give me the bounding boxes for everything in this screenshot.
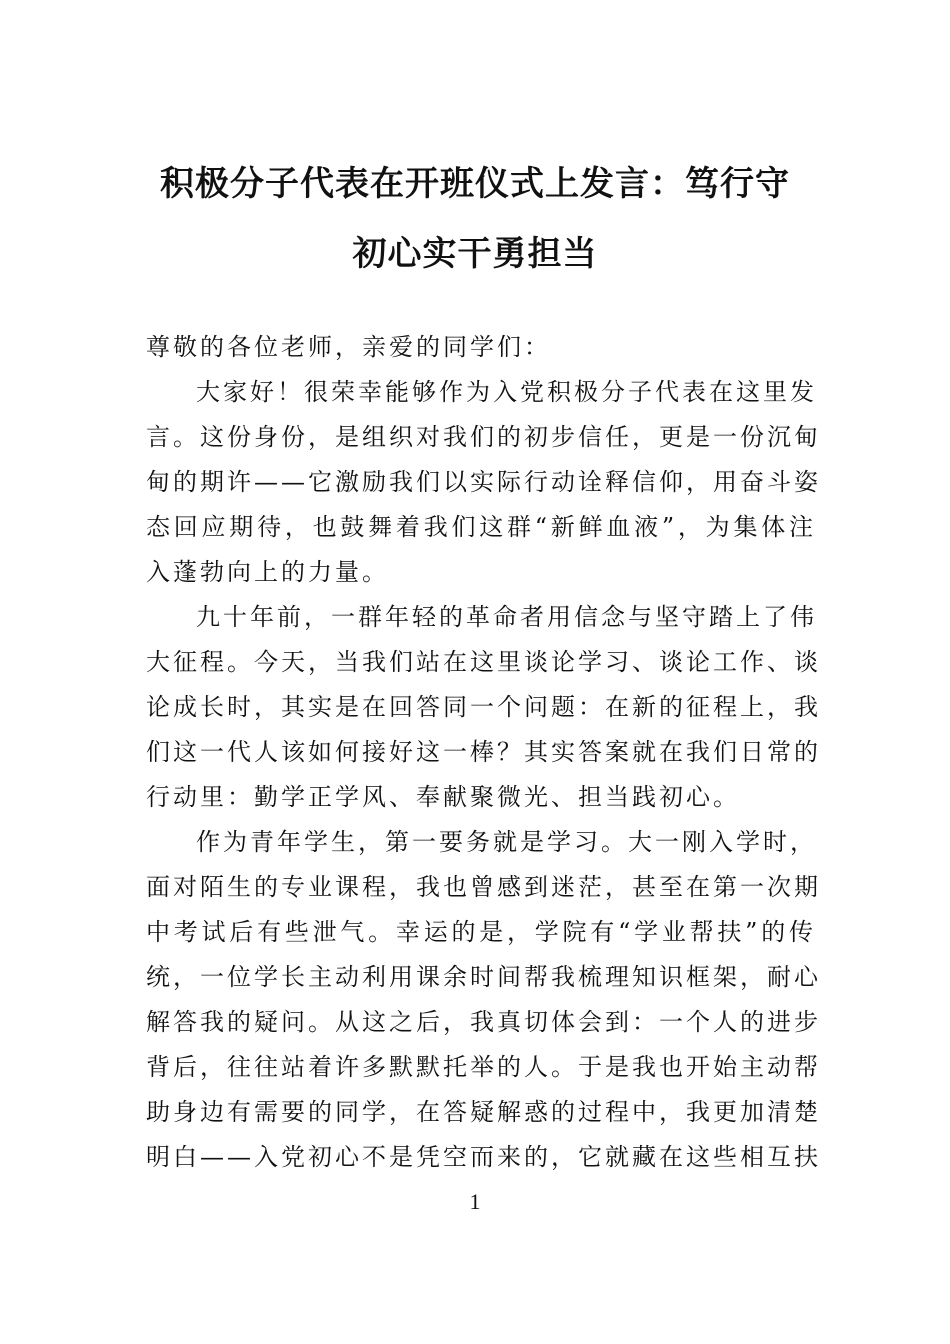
page-number: 1 — [469, 1189, 481, 1214]
paragraph-line: 背后，往往站着许多默默托举的人。于是我也开始主动帮 — [146, 1053, 821, 1081]
paragraph-line: 中考试后有些泄气。幸运的是，学院有“学业帮扶”的传 — [146, 918, 816, 946]
paragraph-2 — [146, 595, 821, 820]
paragraph-line: 明白——入党初心不是凭空而来的，它就藏在这些相互扶 — [146, 1143, 821, 1171]
paragraph-line: 助身边有需要的同学，在答疑解惑的过程中，我更加清楚 — [146, 1098, 821, 1126]
paragraph-line: 甸的期许——它激励我们以实际行动诠释信仰，用奋斗姿 — [146, 468, 821, 496]
paragraph-line: 行动里：勤学正学风、奉献聚微光、担当践初心。 — [146, 783, 740, 811]
document-body — [146, 325, 821, 1180]
paragraph-line: 态回应期待，也鼓舞着我们这群“新鲜血液”，为集体注 — [146, 513, 816, 541]
paragraph-line: 面对陌生的专业课程，我也曾感到迷茫，甚至在第一次期 — [146, 873, 821, 901]
paragraph-line: 作为青年学生，第一要务就是学习。大一刚入学时， — [196, 828, 817, 856]
paragraph-3 — [146, 820, 821, 1180]
paragraph-1 — [146, 370, 821, 595]
paragraph-line: 大征程。今天，当我们站在这里谈论学习、谈论工作、谈 — [146, 648, 821, 676]
paragraph-line: 论成长时，其实是在回答同一个问题：在新的征程上，我 — [146, 693, 821, 721]
paragraph-line: 解答我的疑问。从这之后，我真切体会到：一个人的进步 — [146, 1008, 821, 1036]
paragraph-line: 统，一位学长主动利用课余时间帮我梳理知识框架，耐心 — [146, 963, 821, 991]
document-title-line-2: 初心实干勇担当 — [352, 234, 598, 274]
document-title-line-1: 积极分子代表在开班仪式上发言：笃行守 — [160, 164, 790, 204]
paragraph-line: 们这一代人该如何接好这一棒？其实答案就在我们日常的 — [146, 738, 821, 766]
paragraph-line: 入蓬勃向上的力量。 — [146, 558, 389, 586]
salutation: 尊敬的各位老师，亲爱的同学们： — [146, 333, 551, 361]
paragraph-line: 言。这份身份，是组织对我们的初步信任，更是一份沉甸 — [146, 423, 821, 451]
paragraph-line: 九十年前，一群年轻的革命者用信念与坚守踏上了伟 — [196, 603, 817, 631]
paragraph-line: 大家好！很荣幸能够作为入党积极分子代表在这里发 — [196, 378, 817, 406]
